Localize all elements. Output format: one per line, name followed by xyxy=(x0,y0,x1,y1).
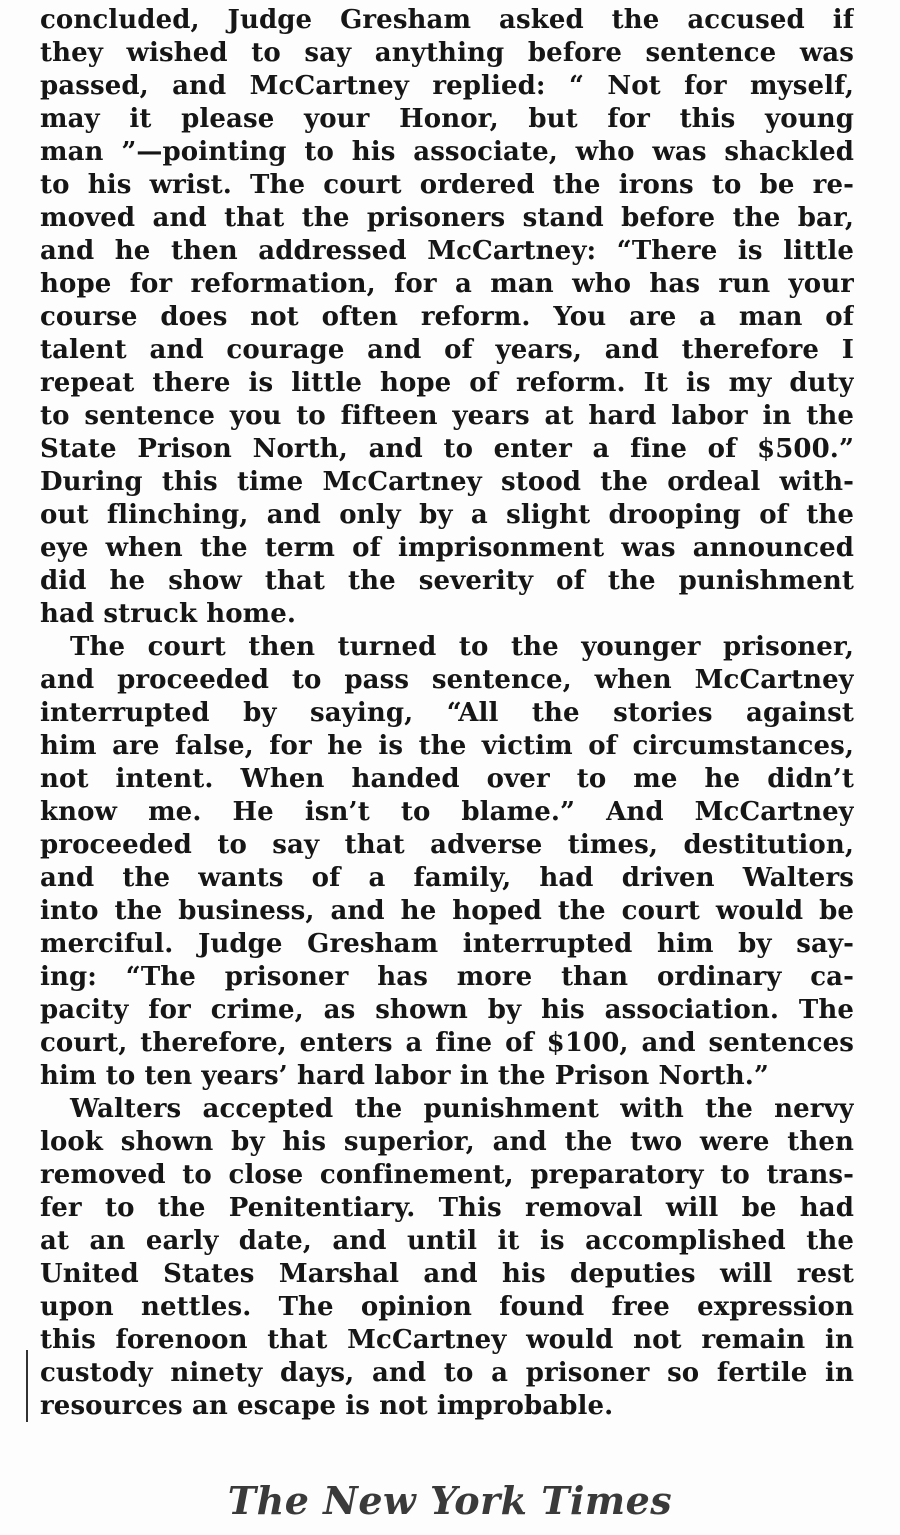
article-line: at an early date, and until it is accomplished the xyxy=(40,1226,854,1256)
article-line: During this time McCartney stood the ordeal with- xyxy=(40,467,854,497)
article-line: to his wrist. The court ordered the irons to be re- xyxy=(40,170,854,200)
article-line: him are false, for he is the victim of circumstances, xyxy=(40,731,854,761)
article-line: moved and that the prisoners stand before the bar, xyxy=(40,203,854,233)
article-line: proceeded to say that adverse times, destitution, xyxy=(40,830,854,860)
article-line: interrupted by saying, “All the stories against xyxy=(40,698,854,728)
article-line: had struck home. xyxy=(40,599,297,629)
column-edge-rule xyxy=(26,1350,28,1422)
article-line: this forenoon that McCartney would not remain in xyxy=(40,1325,854,1355)
article-line: course does not often reform. You are a man of xyxy=(40,302,854,332)
article-line: him to ten years’ hard labor in the Prison North.” xyxy=(40,1061,769,1091)
article-line: into the business, and he hoped the court would be xyxy=(40,896,854,926)
article-line: and he then addressed McCartney: “There is little xyxy=(40,236,854,266)
article-line: ing: “The prisoner has more than ordinary ca- xyxy=(40,962,854,992)
article-line: look shown by his superior, and the two were then xyxy=(40,1127,854,1157)
article-line: court, therefore, enters a fine of $100, and sentences xyxy=(40,1028,854,1058)
article-line: they wished to say anything before sentence was xyxy=(40,38,854,68)
article-line: not intent. When handed over to me he didn’t xyxy=(40,764,854,794)
article-line: pacity for crime, as shown by his association. The xyxy=(40,995,854,1025)
article-line: Walters accepted the punishment with the nervy xyxy=(70,1094,854,1124)
article-line: fer to the Penitentiary. This removal will be had xyxy=(40,1193,854,1223)
article-line: removed to close confinement, preparatory to trans- xyxy=(40,1160,854,1190)
article-line: did he show that the severity of the punishment xyxy=(40,566,854,596)
article-line: talent and courage and of years, and therefore I xyxy=(40,335,854,365)
article-line: upon nettles. The opinion found free expression xyxy=(40,1292,854,1322)
article-line: repeat there is little hope of reform. It is my duty xyxy=(40,368,854,398)
article-line: and proceeded to pass sentence, when McCartney xyxy=(40,665,854,695)
article-line: hope for reformation, for a man who has run your xyxy=(40,269,854,299)
article-line: to sentence you to fifteen years at hard labor in the xyxy=(40,401,854,431)
article-line: passed, and McCartney replied: “ Not for myself, xyxy=(40,71,854,101)
article-line: custody ninety days, and to a prisoner so fertile in xyxy=(40,1358,854,1388)
article-line: and the wants of a family, had driven Walters xyxy=(40,863,854,893)
article-line: United States Marshal and his deputies will rest xyxy=(40,1259,854,1289)
article-line: out flinching, and only by a slight drooping of the xyxy=(40,500,854,530)
article-paragraph xyxy=(40,631,854,1093)
article-line: concluded, Judge Gresham asked the accused if xyxy=(40,5,854,35)
article-paragraph xyxy=(40,4,854,631)
article-line: merciful. Judge Gresham interrupted him by say- xyxy=(40,929,854,959)
article-line: may it please your Honor, but for this young xyxy=(40,104,854,134)
newspaper-masthead: The New York Times xyxy=(227,1478,673,1523)
article-line: eye when the term of imprisonment was announced xyxy=(40,533,854,563)
article-line: The court then turned to the younger prisoner, xyxy=(70,632,854,662)
article-line: resources an escape is not improbable. xyxy=(40,1391,614,1421)
article-line: State Prison North, and to enter a fine of $500.” xyxy=(40,434,854,464)
article-paragraph xyxy=(40,1093,854,1423)
article-column xyxy=(40,4,854,1423)
article-line: man ”—pointing to his associate, who was shackled xyxy=(40,137,854,167)
article-line: know me. He isn’t to blame.” And McCartney xyxy=(40,797,854,827)
